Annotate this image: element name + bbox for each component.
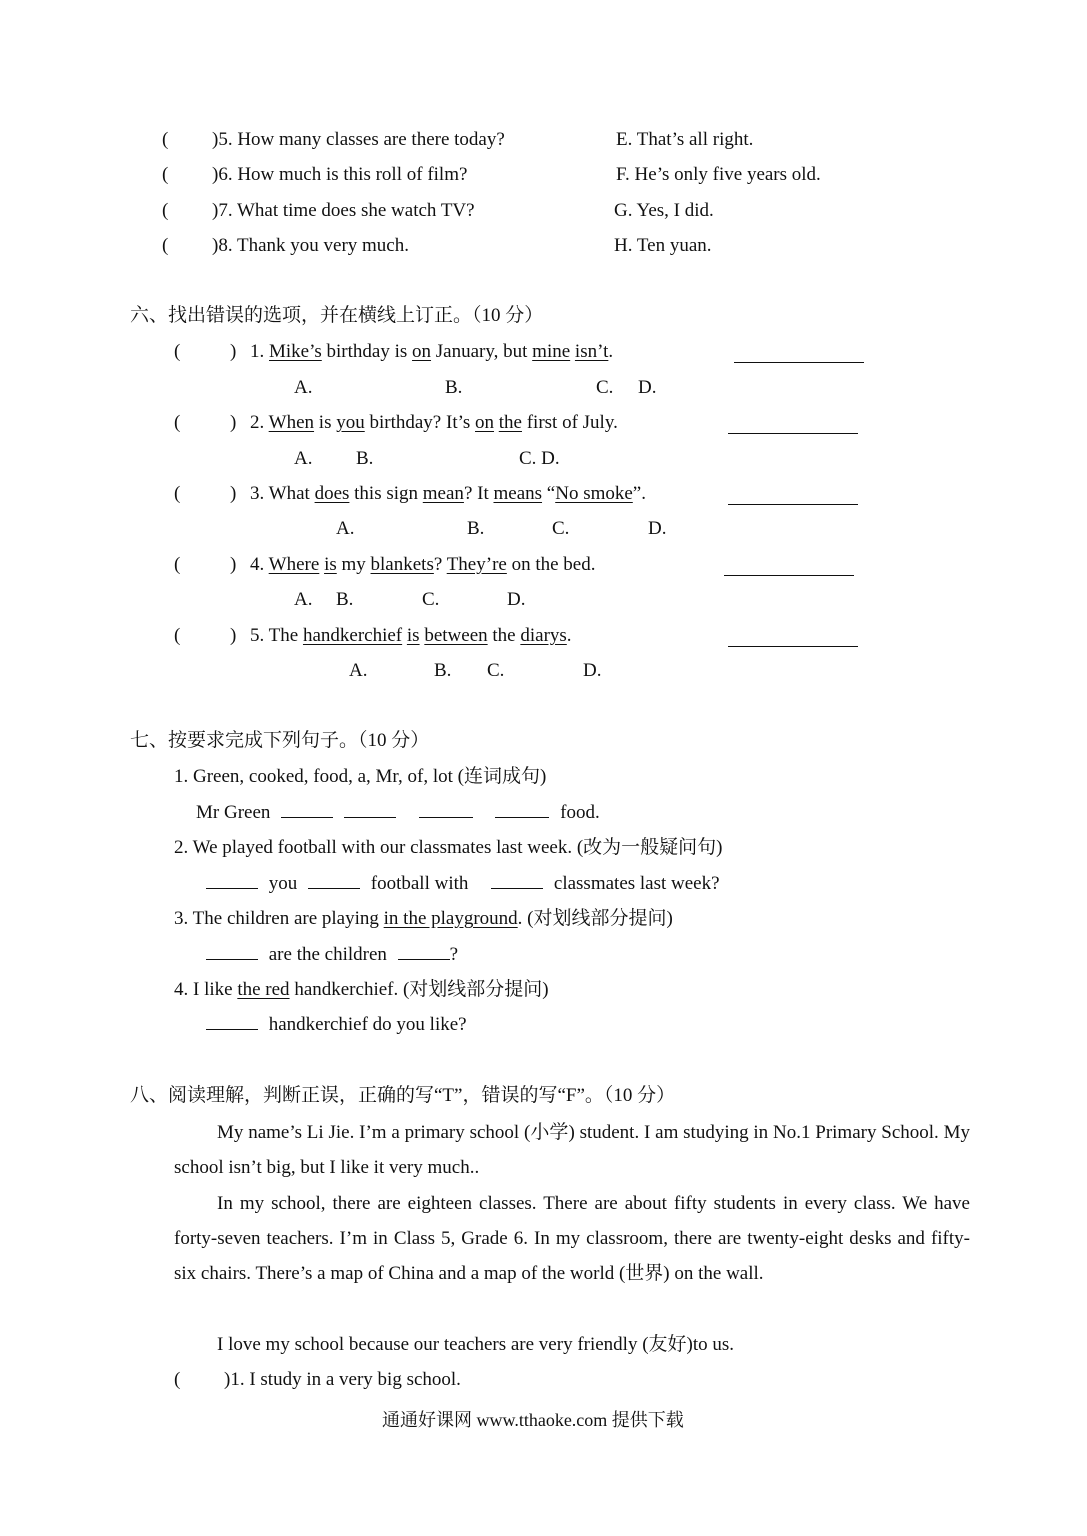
error-sentence: 1. Mike’s birthday is on January, but mine isn’t. <box>250 341 614 362</box>
answer-line[interactable] <box>728 433 858 434</box>
reading-paragraph: In my school, there are eighteen classes. There are about fifty students in every class. We have forty-seven teachers. I’m in Class 5, Grade 6. In my classroom, there are twenty-eight desks and fifty-six chairs. There’s a map of China and a map of the world (世界) on the wall. <box>174 1193 970 1284</box>
answer-blank[interactable] <box>206 943 258 960</box>
answer-text: you <box>268 873 298 894</box>
option-label: D. <box>583 660 602 681</box>
option-label: A. <box>294 448 313 469</box>
answer-blank[interactable] <box>206 872 258 889</box>
answer-line[interactable] <box>728 646 858 647</box>
answer-row <box>206 872 720 896</box>
section-title: 六、找出错误的选项，并在横线上订正。（10 分） <box>130 305 544 326</box>
answer-text: classmates last week? <box>553 873 720 894</box>
error-sentence: 5. The handkerchief is between the diarys. <box>250 625 572 646</box>
paren-close: ) <box>230 341 237 362</box>
option-label: B. <box>445 377 463 398</box>
error-sentence: 3. What does this sign mean? It means “No smoke”. <box>250 483 646 504</box>
paren-close: ) <box>230 412 237 433</box>
match-answer: F. He’s only five years old. <box>616 164 821 185</box>
error-sentence: 4. Where is my blankets? They’re on the bed. <box>250 554 596 575</box>
answer-blank[interactable] <box>206 1013 258 1030</box>
answer-row <box>206 1013 467 1037</box>
paren-close: ) <box>230 483 237 504</box>
task-sentence: 1. Green, cooked, food, a, Mr, of, lot (连词成句) <box>174 766 547 787</box>
paren: ( <box>162 129 169 150</box>
paren: ( <box>174 625 181 646</box>
reading-paragraph: I love my school because our teachers are very friendly (友好)to us. <box>217 1334 735 1355</box>
answer-blank[interactable] <box>398 943 450 960</box>
answer-text: Mr Green <box>196 802 271 823</box>
option-label: B. <box>467 518 485 539</box>
match-question: )6. How much is this roll of film? <box>212 164 468 185</box>
section-title: 八、阅读理解，判断正误，正确的写“T”，错误的写“F”。（10 分） <box>130 1085 676 1106</box>
answer-blank[interactable] <box>344 801 396 818</box>
answer-blank[interactable] <box>495 801 549 818</box>
option-label: A. <box>294 589 313 610</box>
answer-text: ? <box>449 944 459 965</box>
match-answer: H. Ten yuan. <box>614 235 712 256</box>
reading-paragraph: My name’s Li Jie. I’m a primary school (小学) student. I am studying in No.1 Primary School. My school isn’t big, but I like it very much.. <box>174 1122 970 1178</box>
answer-text: are the children <box>268 944 387 965</box>
answer-line[interactable] <box>728 504 858 505</box>
paren-close: ) <box>230 554 237 575</box>
section-title: 七、按要求完成下列句子。（10 分） <box>130 730 430 751</box>
paren: ( <box>174 1369 181 1390</box>
match-answer: E. That’s all right. <box>616 129 754 150</box>
answer-row <box>196 801 600 825</box>
error-sentence: 2. When is you birthday? It’s on the first of July. <box>250 412 618 433</box>
paren: ( <box>174 483 181 504</box>
judge-question: )1. I study in a very big school. <box>224 1369 461 1390</box>
option-label: D. <box>507 589 526 610</box>
answer-text: football with <box>370 873 469 894</box>
paren: ( <box>174 412 181 433</box>
task-sentence: 4. I like the red handkerchief. (对划线部分提问) <box>174 979 549 1000</box>
option-label: D. <box>648 518 667 539</box>
task-sentence: 2. We played football with our classmates last week. (改为一般疑问句) <box>174 837 723 858</box>
option-label: A. <box>349 660 368 681</box>
match-question: )7. What time does she watch TV? <box>212 200 475 221</box>
option-label: D. <box>638 377 657 398</box>
answer-line[interactable] <box>724 575 854 576</box>
answer-text: handkerchief do you like? <box>268 1014 467 1035</box>
answer-blank[interactable] <box>308 872 360 889</box>
option-label: A. <box>294 377 313 398</box>
paren: ( <box>162 235 169 256</box>
option-label: B. <box>336 589 354 610</box>
answer-blank[interactable] <box>419 801 473 818</box>
answer-text: food. <box>560 802 600 823</box>
option-label: C. <box>422 589 440 610</box>
option-label: C. D. <box>519 448 560 469</box>
paren: ( <box>174 341 181 362</box>
option-label: B. <box>434 660 452 681</box>
answer-line[interactable] <box>734 362 864 363</box>
option-label: B. <box>356 448 374 469</box>
paren-close: ) <box>230 625 237 646</box>
match-answer: G. Yes, I did. <box>614 200 714 221</box>
paren: ( <box>162 200 169 221</box>
option-label: A. <box>336 518 355 539</box>
match-question: )5. How many classes are there today? <box>212 129 505 150</box>
page-footer: 通通好课网 www.tthaoke.com 提供下载 <box>382 1410 684 1430</box>
answer-blank[interactable] <box>491 872 543 889</box>
task-sentence: 3. The children are playing in the playground. (对划线部分提问) <box>174 908 673 929</box>
option-label: C. <box>552 518 570 539</box>
match-question: )8. Thank you very much. <box>212 235 409 256</box>
option-label: C. <box>487 660 505 681</box>
paren: ( <box>174 554 181 575</box>
option-label: C. <box>596 377 614 398</box>
answer-row <box>206 943 458 967</box>
paren: ( <box>162 164 169 185</box>
answer-blank[interactable] <box>281 801 333 818</box>
